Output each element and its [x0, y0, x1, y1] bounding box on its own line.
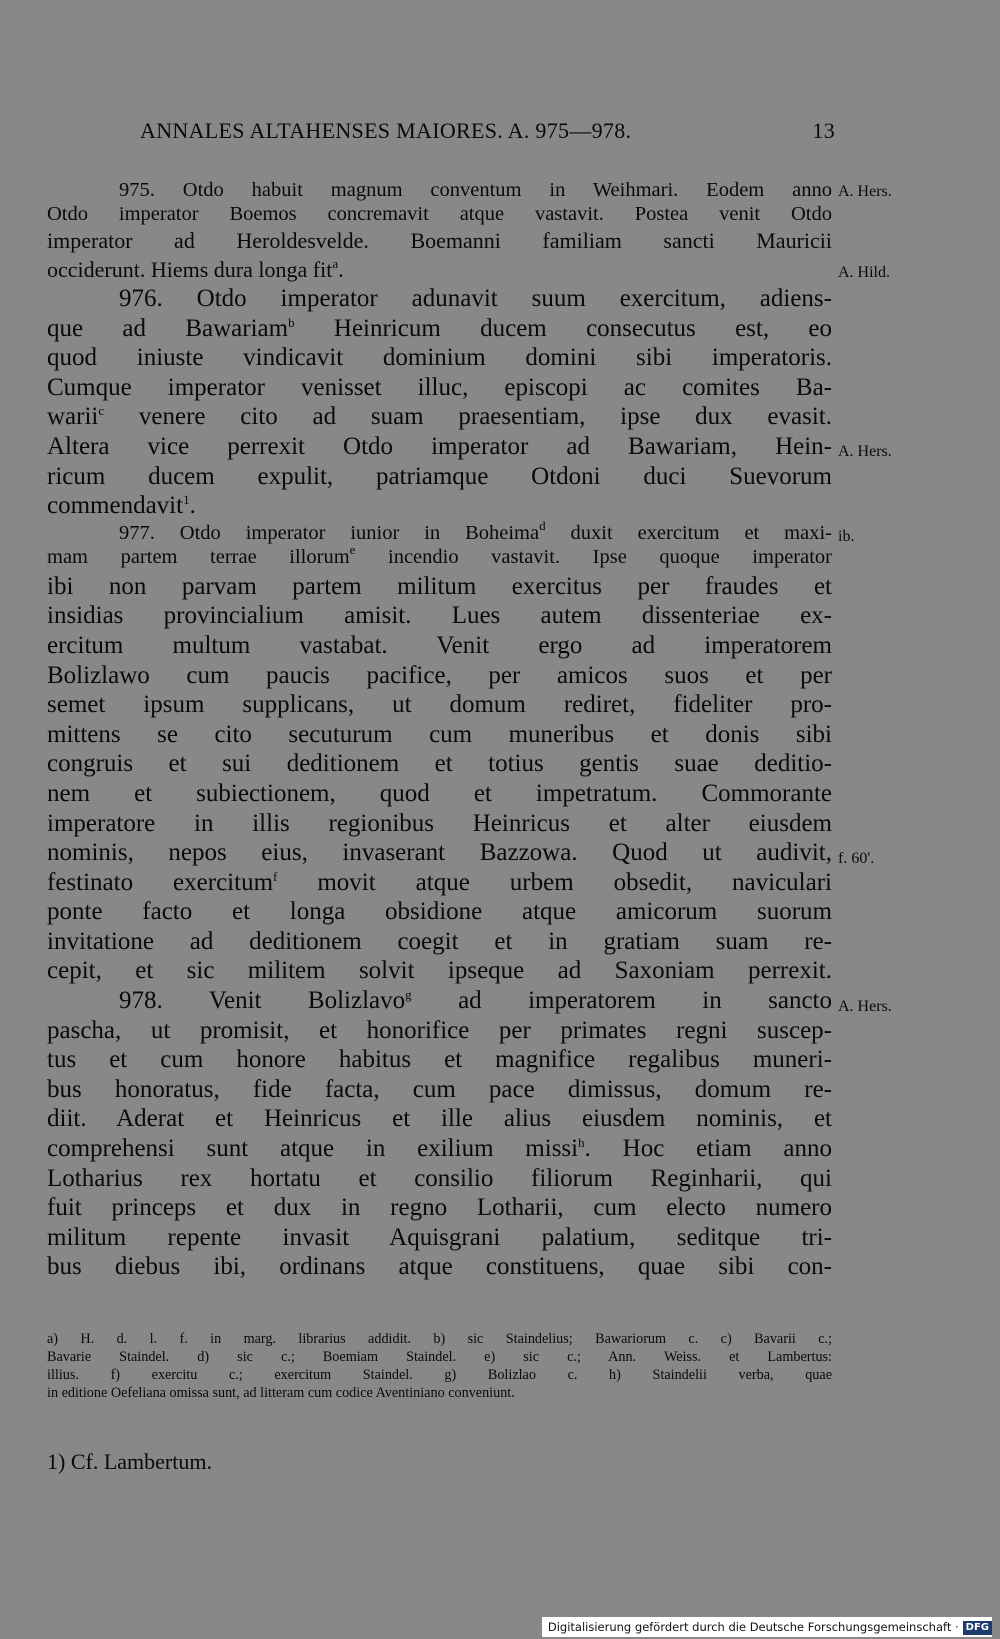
footnote-mark: e: [349, 542, 356, 558]
text-line: occiderunt. Hiems dura longa fit$^a$.: [47, 256, 344, 282]
text-line-part: comprehensi sunt atque in exilium missi: [47, 1135, 579, 1163]
margin-note: ib.: [838, 528, 855, 545]
main-text: [47, 178, 832, 1282]
apparatus-footnotes: [47, 1330, 832, 1402]
text-line: [47, 1134, 832, 1164]
text-line: semet ipsum supplicans, ut domum rediret, fideliter pro-: [47, 691, 832, 719]
footnote-mark: c: [98, 403, 105, 419]
text-line: nem et subiectionem, quod et impetratum. Commorante: [47, 779, 832, 807]
margin-note: A. Hild.: [838, 264, 890, 281]
text-line: pascha, ut promisit, et honorifice per primates regni suscep-: [47, 1016, 832, 1044]
dfg-logo: DFG: [963, 1621, 992, 1635]
text-line: diit. Aderat et Heinricus et ille alius eiusdem nominis, et: [47, 1105, 832, 1133]
text-line-part: incendio vastavit. Ipse quoque imperator: [388, 546, 832, 569]
text-line: quod iniuste vindicavit dominium domini sibi imperatoris.: [47, 344, 832, 372]
text-line: Otdo imperator Boemos concremavit atque vastavit. Postea venit Otdo: [47, 203, 832, 225]
footnote-line: in editione Oefeliana omissa sunt, ad litteram cum codice Aventiniano conveniunt.: [47, 1385, 515, 1401]
text-line: Cumque imperator venisset illuc, episcopi ac comites Ba-: [47, 373, 832, 401]
text-line-part: 977. Otdo imperator iunior in Boheima: [119, 521, 540, 544]
text-line-part: venere cito ad suam praesentiam, ipse dux evasit.: [138, 403, 832, 431]
text-line: ibi non parvam partem militum exercitus per fraudes et: [47, 572, 832, 600]
text-line: [47, 227, 832, 255]
footnote-mark: f: [273, 868, 278, 884]
text-line: [47, 542, 832, 570]
text-line-part: mam partem terrae illorum: [47, 546, 350, 569]
text-line: bus diebus ibi, ordinans atque constituens, quae sibi con-: [47, 1253, 832, 1281]
footnote-mark: 1: [183, 492, 190, 508]
margin-note: A. Hers.: [838, 998, 892, 1015]
footnote-mark: b: [288, 314, 295, 330]
page-number: 13: [812, 118, 835, 143]
text-line: 975. Otdo habuit magnum conventum in Weihmari. Eodem anno: [119, 179, 832, 201]
text-line: imperatore in illis regionibus Heinricus et alter eiusdem: [47, 809, 832, 837]
margin-note: A. Hers.: [838, 183, 892, 200]
text-line: insidias provincialium amisit. Lues autem dissenteriae ex-: [47, 602, 832, 630]
text-line: bus honoratus, fide facta, cum pace dimissus, domum re-: [47, 1075, 832, 1103]
text-line: mittens se cito secuturum cum muneribus et donis sibi: [47, 720, 832, 748]
running-header: [140, 118, 835, 148]
text-line: nominis, nepos eius, invaserant Bazzowa. Quod ut audivit,: [47, 839, 832, 867]
text-line: ercitum multum vastabat. Venit ergo ad imperatorem: [47, 631, 832, 659]
text-line: ponte facto et longa obsidione atque amicorum suorum: [47, 898, 832, 926]
text-line-part: commendavit: [47, 492, 184, 520]
text-line-part: 978. Venit Bolizlavo: [119, 987, 406, 1015]
text-line: [47, 402, 832, 432]
text-line: Lotharius rex hortatu et consilio filiorum Reginharii, qui: [47, 1164, 832, 1192]
margin-note: f. 60'.: [838, 850, 875, 867]
text-line-part: festinato exercitum: [47, 868, 274, 896]
footnote-mark: d: [539, 517, 546, 533]
text-line: [47, 314, 832, 344]
text-line: 976. Otdo imperator adunavit suum exercitum, adiens-: [119, 285, 832, 312]
commentary-note: 1) Cf. Lambertum.: [47, 1449, 212, 1474]
header-title: ANNALES ALTAHENSES MAIORES. A. 975—978.: [140, 118, 632, 143]
text-line: fuit princeps et dux in regno Lotharii, cum electo numero: [47, 1194, 832, 1222]
text-line: congruis et sui deditionem et totius gentis suae deditio-: [47, 750, 832, 778]
text-line: [47, 986, 832, 1016]
footnote-mark: a: [332, 256, 339, 271]
text-line: [47, 517, 832, 546]
margin-note: A. Hers.: [838, 443, 892, 460]
text-line-part: . Hoc etiam anno: [584, 1135, 832, 1163]
footnote-line: illius. f) exercitu c.; exercitum Staindel. g) Bolizlao c. h) Staindelii verba, quae: [47, 1367, 832, 1383]
footnote-line: Bavarie Staindel. d) sic c.; Boemiam Staindel. e) sic c.; Ann. Weiss. et Lambertus:: [47, 1349, 832, 1365]
text-line: invitatione ad deditionem coegit et in gratiam suam re-: [47, 927, 832, 955]
text-line: [47, 868, 832, 898]
text-line: Bolizlawo cum paucis pacifice, per amicos suos et per: [47, 661, 832, 689]
credit-text: Digitalisierung gefördert durch die Deutsche Forschungsgemeinschaft ·: [547, 1620, 959, 1634]
text-line-part: ad imperatorem in sancto: [458, 987, 832, 1015]
text-line-part: duxit exercitum et maxi-: [570, 521, 832, 544]
footnote-mark: h: [578, 1135, 585, 1151]
text-line-part: que ad Bawariam: [47, 314, 289, 342]
text-line-part: movit atque urbem obsedit, naviculari: [317, 868, 833, 896]
text-line: commendavit$^1$.: [47, 492, 196, 520]
text-line-part: Heinricum ducem consecutus est, eo: [333, 314, 833, 342]
text-line: ricum ducem expulit, patriamque Otdoni duci Suevorum: [47, 462, 832, 490]
footnote-line: a) H. d. l. f. in marg. librarius addidit. b) sic Staindelius; Bawariorum c. c) Bavarii c.;: [47, 1331, 832, 1347]
footnote-mark: g: [405, 987, 412, 1003]
text-line: Altera vice perrexit Otdo imperator ad Bawariam, Hein-: [47, 432, 832, 460]
text-line: cepit, et sic militem solvit ipseque ad Saxoniam perrexit.: [47, 957, 832, 985]
digitization-credit: [542, 1617, 992, 1637]
text-line-part: imperator ad Heroldesvelde. Boemanni familiam sancti Mauricii: [47, 228, 832, 253]
text-line-part: occiderunt. Hiems dura longa fit: [47, 257, 333, 282]
text-line-part: warii: [47, 403, 99, 431]
text-line: militum repente invasit Aquisgrani palatium, seditque tri-: [47, 1223, 832, 1251]
text-line: tus et cum honore habitus et magnifice regalibus muneri-: [47, 1046, 832, 1074]
